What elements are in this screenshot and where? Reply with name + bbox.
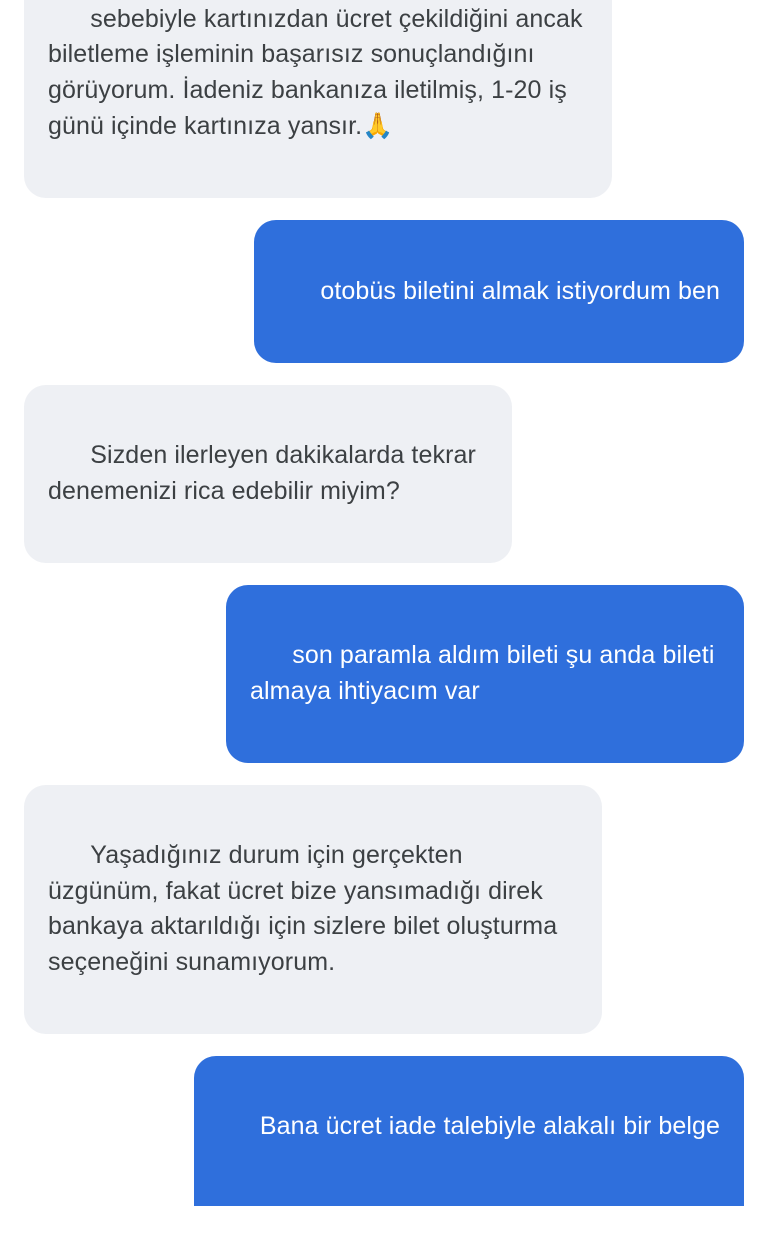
message-row — [24, 0, 744, 198]
message-row — [24, 385, 744, 563]
chat-bubble-user[interactable] — [226, 585, 744, 763]
message-row — [24, 785, 744, 1034]
message-text: son paramla aldım bileti şu anda bileti almaya ihtiyacım var — [250, 641, 722, 705]
message-text: otobüs biletini almak istiyordum ben — [320, 276, 720, 305]
chat-bubble-user[interactable] — [254, 220, 744, 363]
chat-bubble-agent[interactable] — [24, 0, 612, 198]
folded-hands-emoji: 🙏 — [362, 111, 394, 140]
chat-bubble-agent[interactable] — [24, 785, 602, 1034]
message-row — [24, 585, 744, 763]
message-text: sebebiyle kartınızdan ücret çekildiğini ancak biletleme işleminin başarısız sonuçlandığını görüyorum. İadeniz bankanıza iletilmiş, 1-20 iş günü içinde kartınıza yansır. — [48, 4, 590, 140]
message-text: Yaşadığınız durum için gerçekten üzgünüm, fakat ücret bize yansımadığı direk bankaya aktarıldığı için sizlere bilet oluşturma seçeneğini sunamıyorum. — [48, 841, 565, 976]
message-text: Sizden ilerleyen dakikalarda tekrar denemenizi rica edebilir miyim? — [48, 441, 483, 505]
message-row — [24, 220, 744, 363]
chat-bubble-agent[interactable] — [24, 385, 512, 563]
message-row — [24, 1056, 744, 1207]
message-text: Bana ücret iade talebiyle alakalı bir belge — [259, 1112, 720, 1140]
chat-bubble-user[interactable] — [194, 1056, 744, 1207]
